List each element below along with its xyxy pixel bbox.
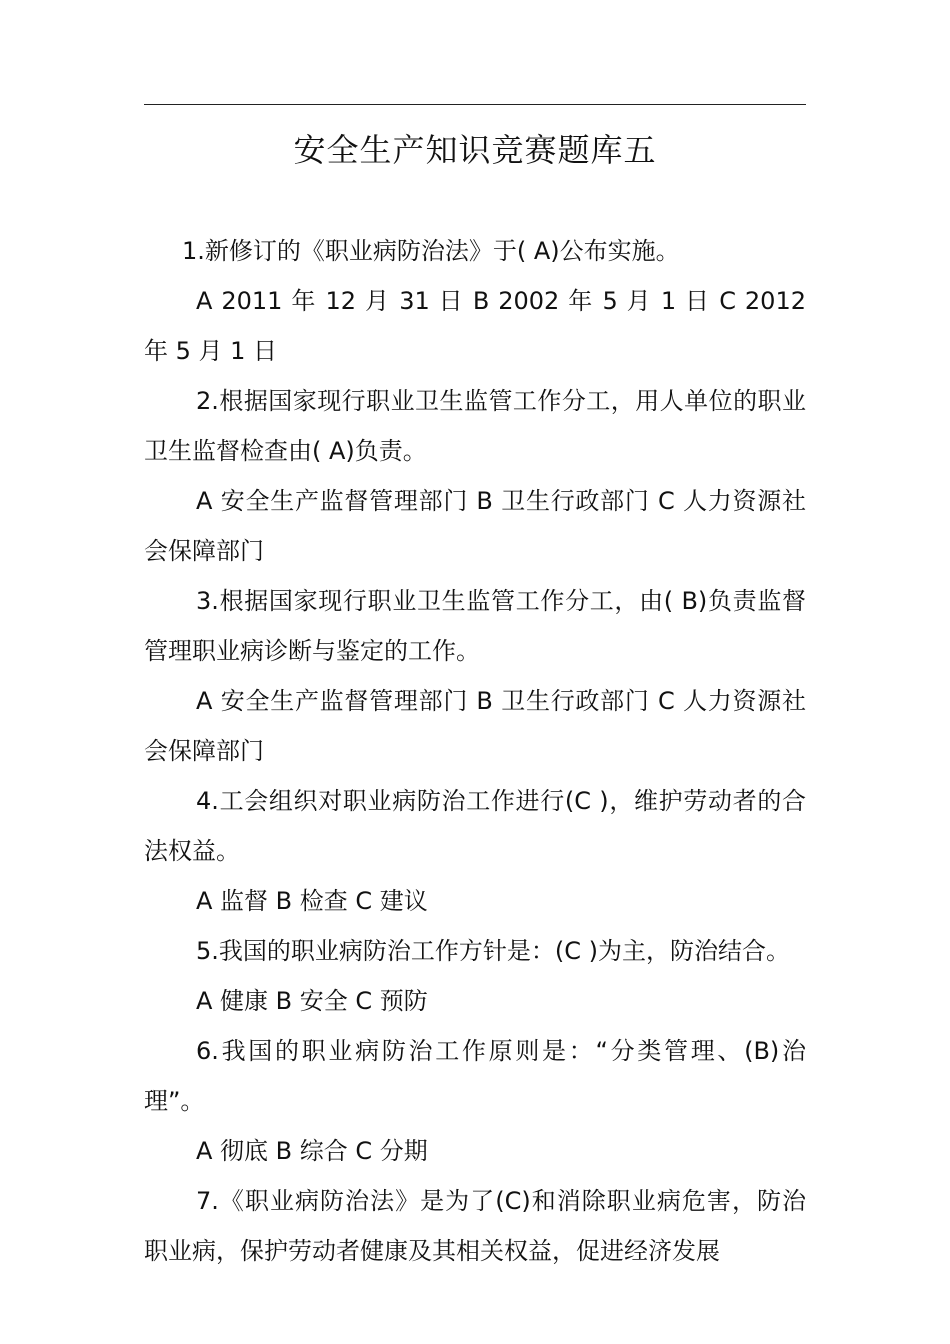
question-7: 7.《职业病防治法》是为了(C)和消除职业病危害，防治职业病，保护劳动者健康及其相关权益，促进经济发展: [144, 1187, 806, 1265]
document-title: 安全生产知识竞赛题库五: [293, 131, 657, 169]
question-3-options: A 安全生产监督管理部门 B 卫生行政部门 C 人力资源社会保障部门: [144, 687, 806, 765]
document-body: [144, 226, 806, 1276]
question-6: 6.我国的职业病防治工作原则是：“分类管理、(B)治理”。: [144, 1037, 806, 1115]
question-3: 3.根据国家现行职业卫生监管工作分工，由( B)负责监督管理职业病诊断与鉴定的工作。: [144, 587, 806, 665]
question-2: 2.根据国家现行职业卫生监管工作分工，用人单位的职业卫生监督检查由( A)负责。: [144, 387, 806, 465]
question-1-options: A 2011 年 12 月 31 日 B 2002 年 5 月 1 日 C 2012 年 5 月 1 日: [144, 287, 806, 365]
question-5: 5.我国的职业病防治工作方针是：(C )为主，防治结合。: [196, 937, 791, 965]
header-rule: [144, 104, 806, 105]
question-1: 1.新修订的《职业病防治法》于( A)公布实施。: [182, 237, 680, 265]
question-4: 4.工会组织对职业病防治工作进行(C )，维护劳动者的合法权益。: [144, 787, 806, 865]
question-4-options: A 监督 B 检查 C 建议: [196, 887, 428, 915]
question-5-options: A 健康 B 安全 C 预防: [196, 987, 428, 1015]
question-6-options: A 彻底 B 综合 C 分期: [196, 1137, 428, 1165]
question-2-options: A 安全生产监督管理部门 B 卫生行政部门 C 人力资源社会保障部门: [144, 487, 806, 565]
